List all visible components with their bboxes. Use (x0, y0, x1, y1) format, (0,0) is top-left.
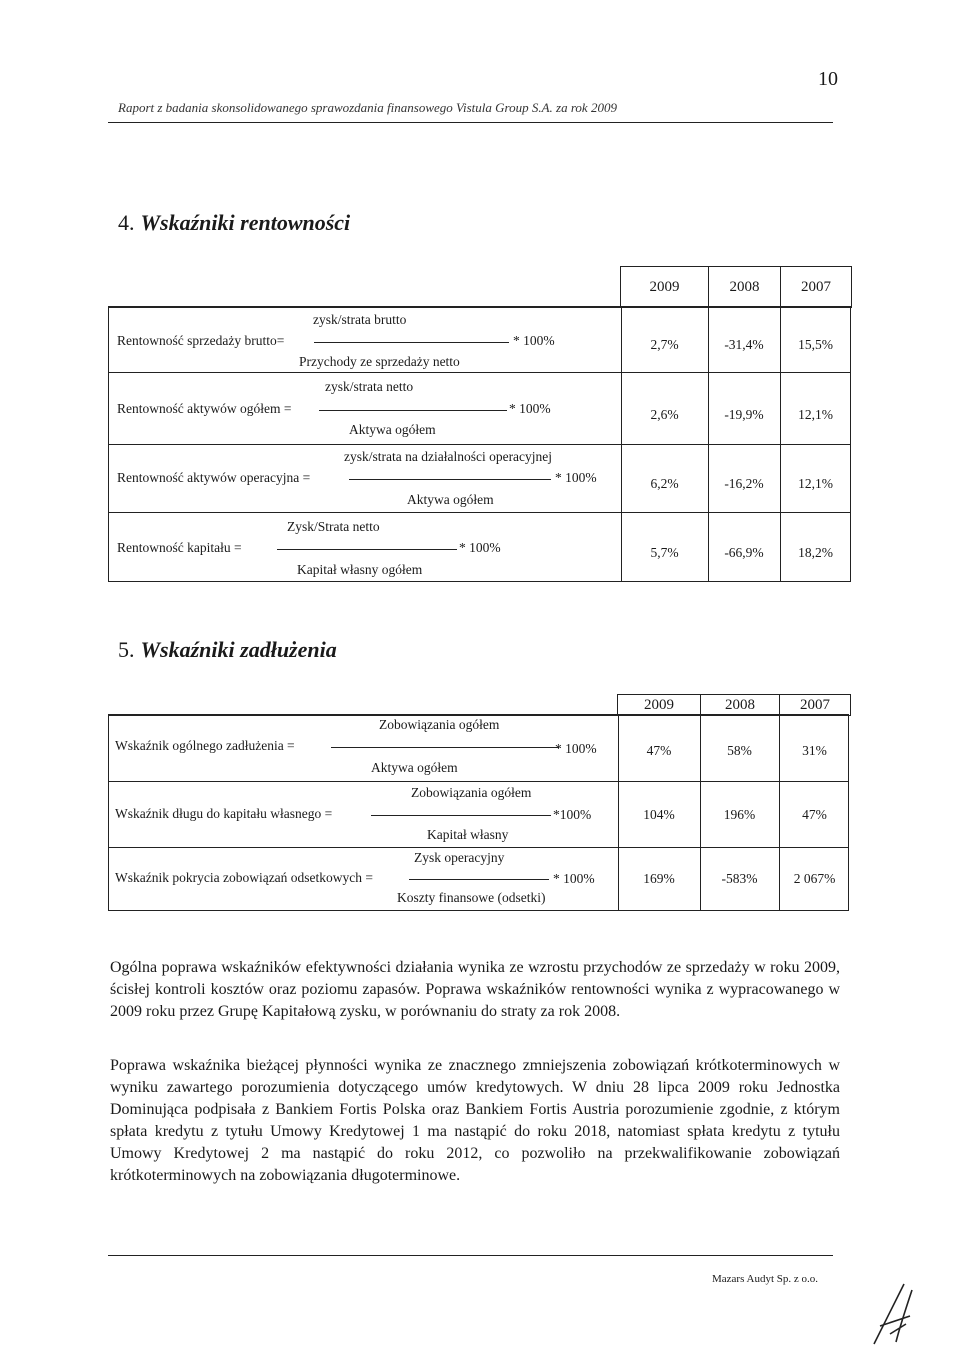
section-5-table (108, 714, 849, 911)
table-row: zysk/strata na działalności operacyjnej Rentowność aktywów operacyjna = * 100% Aktywa ogółem 6,2% -16,2% 12,1% (109, 444, 850, 512)
section-4-table (108, 306, 851, 582)
section-4-title: Wskaźniki rentowności (140, 210, 351, 235)
footer-divider (108, 1255, 833, 1256)
section-5-number: 5. (118, 637, 135, 662)
section-5-heading (118, 637, 337, 663)
year-2007-header: 2007 (779, 695, 850, 715)
page-number: 10 (818, 68, 838, 90)
section-5-year-header (617, 694, 851, 716)
year-2008-header: 2008 (700, 695, 779, 715)
signature-mark (860, 1278, 920, 1353)
paragraph-liquidity: Poprawa wskaźnika bieżącej płynności wynika ze znacznego zmniejszenia zobowiązań krótkoterminowych w wyniku zawartego porozumienia dotyczącego umów kredytowych. W dniu 28 lipca 2009 roku Jednostka Dominująca podpisała z Bankiem Fortis Polska oraz Bankiem Fortis Austria porozumienie zgodnie, z którym spłata kredytu z tytułu Umowy Kredytowej 1 ma nastąpić do roku 2018, natomiast spłata kredytu z tytułu Umowy Kredytowej 2 ma nastąpić do roku 2012, co pozwoliło na przekwalifikowanie zobowiązań krótkoterminowych na zobowiązania długoterminowe. (110, 1057, 840, 1184)
table-row: zysk/strata brutto Rentowność sprzedaży brutto= * 100% Przychody ze sprzedaży netto 2,7% -31,4% 15,5% (109, 307, 850, 372)
year-2009-header: 2009 (649, 278, 680, 295)
footer-company: Mazars Audyt Sp. z o.o. (712, 1273, 819, 1285)
year-2007-header: 2007 (780, 267, 851, 307)
table-row: Zobowiązania ogółem Wskaźnik ogólnego zadłużenia = * 100% Aktywa ogółem 47% 58% 31% (109, 715, 848, 781)
report-header-title: Raport z badania skonsolidowanego sprawozdania finansowego Vistula Group S.A. za rok 2009 (118, 100, 617, 115)
table-row: zysk/strata netto Rentowność aktywów ogółem = * 100% Aktywa ogółem 2,6% -19,9% 12,1% (109, 372, 850, 444)
table-row: Zobowiązania ogółem Wskaźnik długu do kapitału własnego = *100% Kapitał własny 104% 196% 47% (109, 781, 848, 847)
section-5-title: Wskaźniki zadłużenia (140, 637, 337, 662)
year-2008-header: 2008 (708, 267, 780, 307)
year-2009-header: 2009 (644, 696, 674, 713)
section-4-heading (118, 210, 350, 236)
table-row: Zysk operacyjny Wskaźnik pokrycia zobowiązań odsetkowych = * 100% Koszty finansowe (odsetki) 169% -583% 2 067% (109, 847, 848, 910)
section-4-number: 4. (118, 210, 135, 235)
paragraph-summary: Ogólna poprawa wskaźników efektywności działania wynika ze wzrostu przychodów ze sprzedaży w roku 2009, ścisłej kontroli kosztów oraz poziomu zapasów. Poprawa wskaźników rentowności wynika z wypracowanego w 2009 roku przez Grupę Kapitałową zysku, w porównaniu do straty za rok 2008. (110, 959, 840, 1020)
table-row: Zysk/Strata netto Rentowność kapitału = * 100% Kapitał własny ogółem 5,7% -66,9% 18,2% (109, 512, 850, 581)
header-divider (108, 122, 833, 123)
section-4-year-header (620, 266, 852, 308)
